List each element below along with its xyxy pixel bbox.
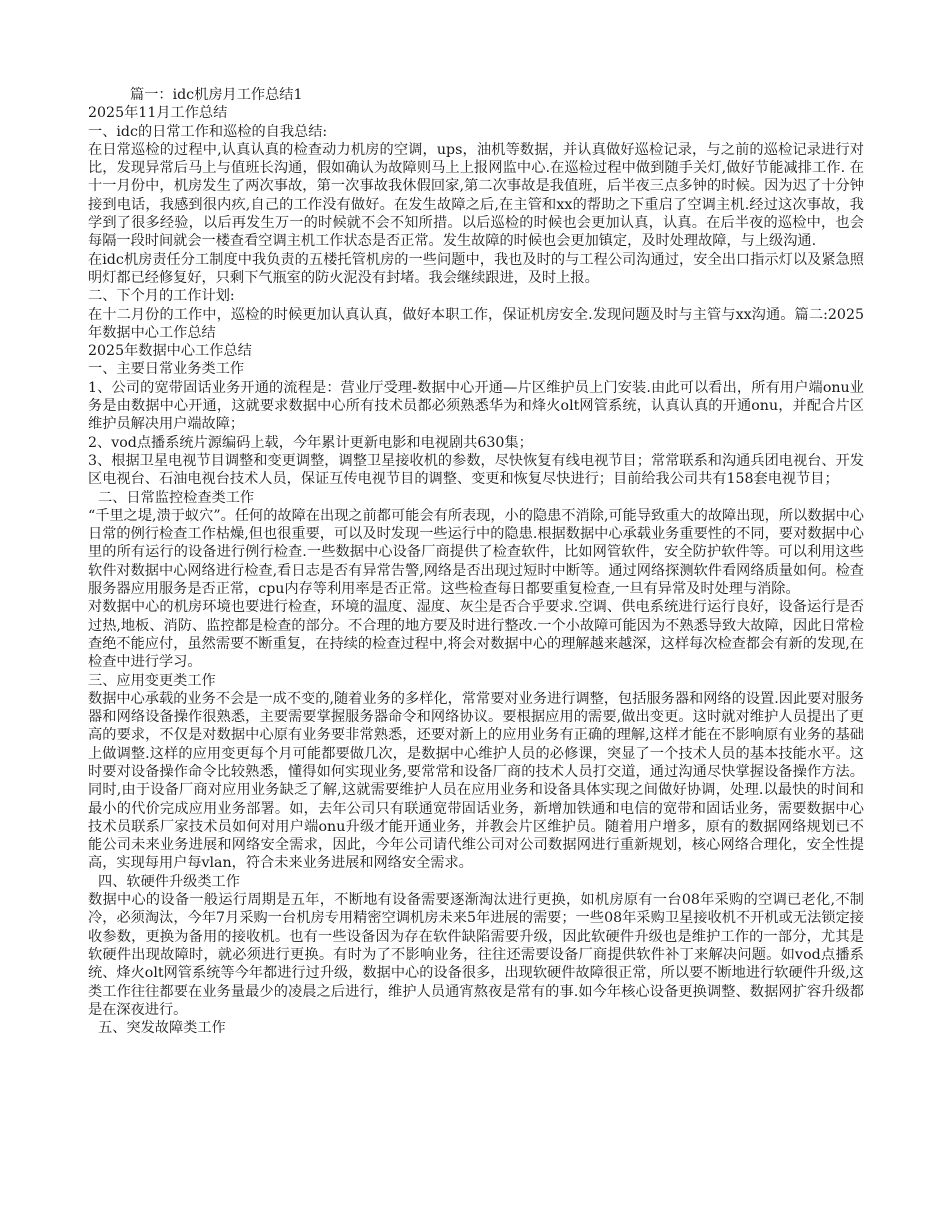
- document-body: [88, 86, 864, 1037]
- paragraph: 2、vod点播系统片源编码上载，今年累计更新电影和电视剧共630集；: [88, 434, 533, 451]
- paragraph: 四、软硬件升级类工作: [98, 873, 240, 890]
- paragraph: 对数据中心的机房环境也要进行检查，环境的温度、湿度、灰尘是否合乎要求.空调、供电系统进行运行良好，设备运行是否过热,地板、消防、监控都是检查的部分。不合理的地方要及时进行整改.一个小故障可能因为不熟悉导致大故障，因此日常检查绝不能应付，虽然需要不断重复，在持续的检查过程中,将会对数据中心的理解越来越深，这样每次检查都会有新的发现,在检查中进行学习。: [88, 599, 864, 671]
- paragraph: 2025年11月工作总结: [88, 105, 228, 122]
- paragraph: 在idc机房责任分工制度中我负责的五楼托管机房的一些问题中，我也及时的与工程公司沟通过，安全出口指示灯以及紧急照明灯都已经修复好，只剩下气瓶室的防火泥没有封堵。我会继续跟进，及时上报。: [88, 251, 864, 286]
- paragraph: 2025年数据中心工作总结: [88, 343, 252, 360]
- paragraph: 在十二月份的工作中，巡检的时候更加认真认真，做好本职工作，保证机房安全.发现问题及时与主管与xx沟通。篇二:2025年数据中心工作总结: [88, 306, 864, 341]
- paragraph: “千里之堤,溃于蚁穴”。任何的故障在出现之前都可能会有所表现，小的隐患不消除,可能导致重大的故障出现，所以数据中心日常的例行检查工作枯燥,但也很重要，可以及时发现一些运行中的隐患.根据数据中心承载业务重要性的不同，要对数据中心里的所有运行的设备进行例行检查.一些数据中心设备厂商提供了检查软件，比如网管软件，安全防护软件等。可以利用这些软件对数据中心网络进行检查,看日志是否有异常告警,网络是否出现过短时中断等。通过网络探测软件看网络质量如何。检查服务器应用服务是否正常，cpu内存等利用率是否正常。这些检查每日都要重复检查,一旦有异常及时处理与消除。: [88, 507, 864, 598]
- paragraph: 二、日常监控检查类工作: [98, 489, 255, 506]
- paragraph: 一、idc的日常工作和巡检的自我总结:: [88, 123, 328, 140]
- paragraph: 篇一：idc机房月工作总结1: [130, 87, 303, 103]
- paragraph: 3、根据卫星电视节目调整和变更调整，调整卫星接收机的参数，尽快恢复有线电视节目；常常联系和沟通兵团电视台、开发区电视台、石油电视台技术人员，保证互传电视节目的调整、变更和恢复尽快进行；目前给我公司共有158套电视节目；: [88, 452, 864, 488]
- paragraph: 1、公司的宽带固话业务开通的流程是：营业厅受理-数据中心开通—片区维护员上门安装.由此可以看出，所有用户端onu业务是由数据中心开通，这就要求数据中心所有技术员都必须熟悉华为和烽火olt网管系统，认真认真的开通onu，并配合片区维护员解决用户端故障；: [88, 379, 864, 433]
- paragraph: 数据中心承载的业务不会是一成不变的,随着业务的多样化，常常要对业务进行调整，包括服务器和网络的设置.因此要对服务器和网络设备操作很熟悉，主要需要掌握服务器命令和网络协议。要根据应用的需要,做出变更。这时就对维护人员提出了更高的要求，不仅是对数据中心原有业务要非常熟悉，还要对新上的应用业务有正确的理解,这样才能在不影响原有业务的基础上做调整.这样的应用变更每个月可能都要做几次，是数据中心维护人员的必修课，突显了一个技术人员的基本技能水平。这时要对设备操作命令比较熟悉，懂得如何实现业务,要常常和设备厂商的技术人员打交道，通过沟通尽快掌握设备操作方法。同时,由于设备厂商对应用业务缺乏了解,这就需要维护人员在应用业务和设备具体实现之间做好协调，处理.以最快的时间和最小的代价完成应用业务部署。如，去年公司只有联通宽带固话业务，新增加铁通和电信的宽带和固话业务，需要数据中心技术员联系厂家技术员如何对用户端onu升级才能开通业务，并教会片区维护员。随着用户增多，原有的数据网络规划已不能公司未来业务进展和网络安全需求，因此，今年公司请代维公司对公司数据网进行重新规划，核心网络合理化，安全性提高，实现每用户每vlan，符合未来业务进展和网络安全需求。: [88, 690, 864, 872]
- paragraph: 数据中心的设备一般运行周期是五年，不断地有设备需要逐渐淘汰进行更换，如机房原有一台08年采购的空调已老化,不制冷，必须淘汰，今年7月采购一台机房专用精密空调机房未来5年进展的需要；一些08年采购卫星接收机不开机或无法锁定接收参数，更换为备用的接收机。也有一些设备因为存在软件缺陷需要升级，因此软硬件升级也是维护工作的一部分，尤其是软硬件出现故障时，就必须进行更换。有时为了不影响业务，往往还需要设备厂商提供软件补丁来解决问题。如vod点播系统、烽火olt网管系统等今年都进行过升级，数据中心的设备很多，出现软硬件故障很正常，所以要不断地进行软硬件升级,这类工作往往都要在业务量最少的凌晨之后进行，维护人员通宵熬夜是常有的事.如今年核心设备更换调整、数据网扩容升级都是在深夜进行。: [88, 892, 864, 1018]
- paragraph: 一、主要日常业务类工作: [88, 361, 245, 378]
- paragraph: 三、应用变更类工作: [88, 672, 216, 689]
- paragraph: 五、突发故障类工作: [98, 1020, 226, 1037]
- paragraph: 在日常巡检的过程中,认真认真的检查动力机房的空调，ups，油机等数据，并认真做好巡检记录，与之前的巡检记录进行对比，发现异常后马上与值班长沟通，假如确认为故障则马上上报网监中心.在巡检过程中做到随手关灯,做好节能减排工作. 在十一月份中，机房发生了两次事故，第一次事故我休假回家,第二次事故是我值班，后半夜三点多钟的时候。因为迟了十分钟接到电话，我感到很内疚,自己的工作没有做好。在发生故障之后,在主管和xx的帮助之下重启了空调主机.经过这次事故，我学到了很多经验，以后再发生万一的时候就不会不知所措。以后巡检的时候也会更加认真，认真。在后半夜的巡检中，也会每隔一段时间就会一楼查看空调主机工作状态是否正常。发生故障的时候也会更加镇定，及时处理故障，与上级沟通.: [88, 141, 864, 250]
- paragraph: 二、下个月的工作计划:: [88, 288, 235, 305]
